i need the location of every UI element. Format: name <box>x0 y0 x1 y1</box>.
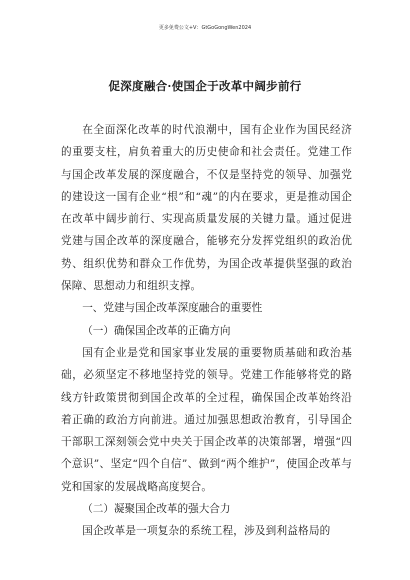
header-note: 更多免费公文+V：GtGoGongWen2024 <box>158 25 252 31</box>
section-heading-1: 一、党建与国企改革深度融合的重要性 <box>82 302 263 315</box>
document-title: 促深度融合·使国企于改革中阔步前行 <box>108 79 302 93</box>
subsection-heading-1: （一）确保国企改革的正确方向 <box>82 324 231 337</box>
body-paragraph-1: 国有企业是党和国家事业发展的重要物质基础和政治基础，必须坚定不移地坚持党的领导。党建工作能够将党的路线方针政策贯彻到国企改革的全过程，确保国企改革始终沿着正确的政治方向前进。通过加强思想政治教育，引导国企干部职工深刻领会党中央关于国企改革的决策部署，增强“四个意识”、坚定“四个自信”、做到“两个维护”，使国企改革与党和国家的发展战略高度契合。 <box>61 346 352 493</box>
intro-paragraph: 在全面深化改革的时代浪潮中，国有企业作为国民经济的重要支柱，肩负着重大的历史使命和社会责任。党建工作与国企改革发展的深度融合，不仅是坚持党的领导、加强党的建设这一国有企业“根”和“魂”的内在要求，更是推动国企在改革中阔步前行、实现高质量发展的关键力量。通过促进党建与国企改革的深度融合，能够充分发挥党组织的政治优势、组织优势和群众工作优势，为国企改革提供坚强的政治保障、思想动力和组织支撑。 <box>61 124 352 293</box>
body-paragraph-2: 国企改革是一项复杂的系统工程，涉及到利益格局的 <box>82 525 331 538</box>
document-body <box>61 119 352 543</box>
subsection-heading-2: （二）凝聚国企改革的强大合力 <box>82 503 231 516</box>
